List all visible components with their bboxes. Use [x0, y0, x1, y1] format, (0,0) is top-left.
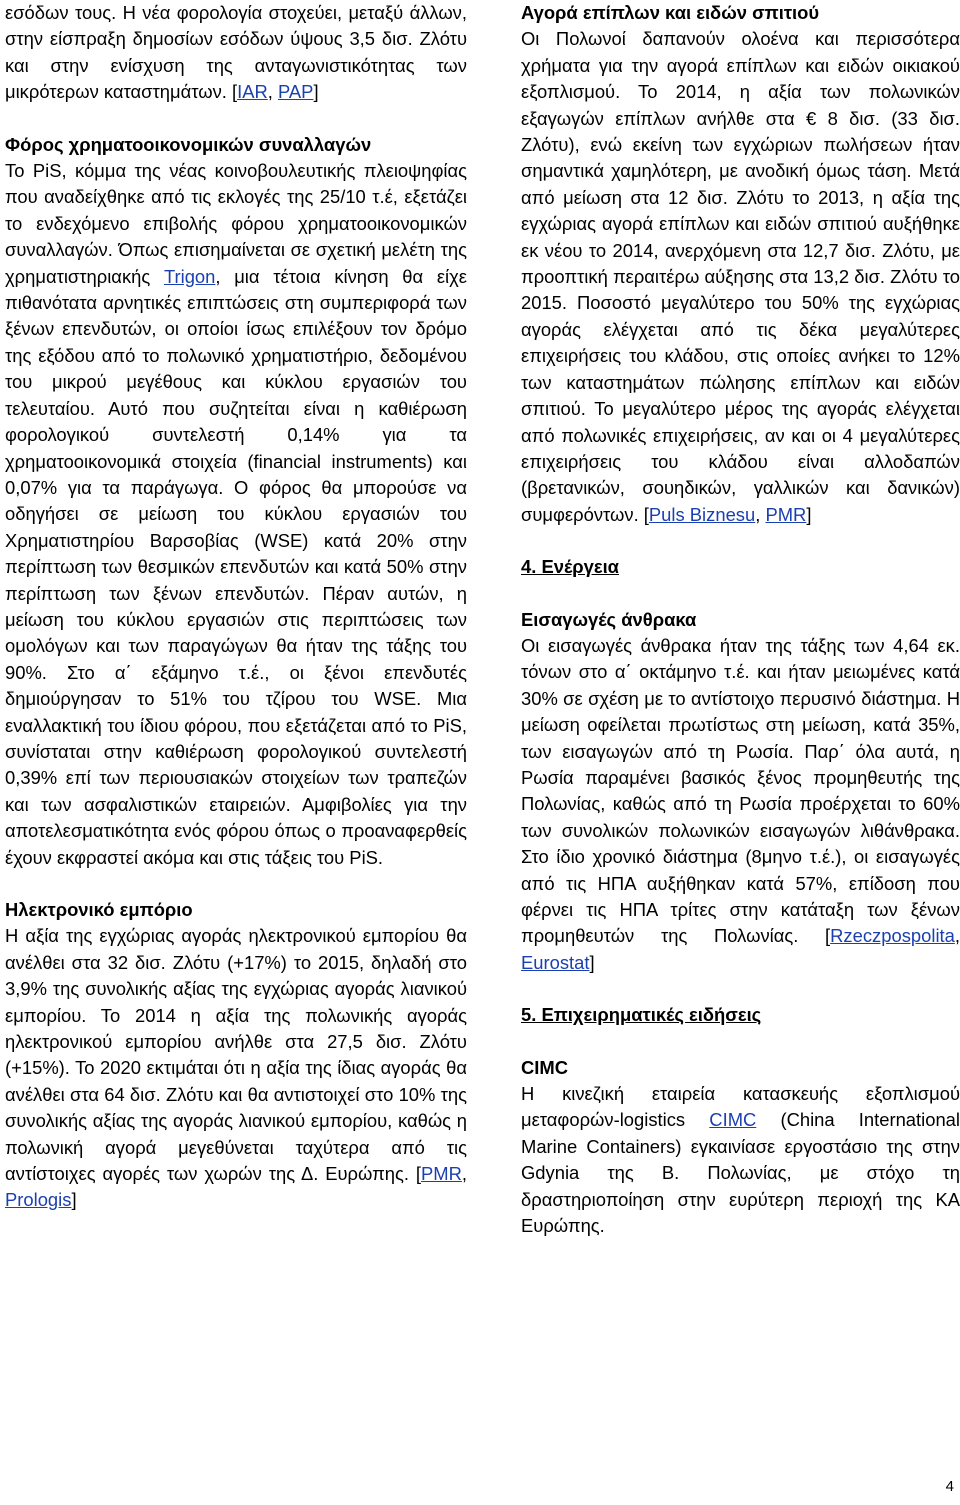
link-pmr-2[interactable]: PMR — [765, 503, 807, 525]
link-trigon[interactable]: Trigon — [163, 265, 216, 287]
paragraph-transaction-tax — [5, 158, 467, 871]
text: ] — [589, 951, 595, 973]
right-column — [521, 0, 960, 1239]
link-puls-biznesu[interactable]: Puls Biznesu — [648, 503, 756, 525]
paragraph-cimc — [521, 1081, 960, 1239]
text: Οι Πολωνοί δαπανούν ολοένα και περισσότερα χρήματα για την αγορά επίπλων και ειδών οικιακού εξοπλισμού. Το 2014, η αξία των πολωνικών εξαγωγών επίπλων ανήλθε στα € 8 δισ. (33 δισ. Ζλότυ), ενώ εκείνη των εγχώριων πωλήσεων ήταν σημαντικά χαμηλότερη, με ανοδική όμως τάση. Μετά από μείωση στα 12 δισ. Ζλότυ το 2013, η αξία της εγχώριας αγορά επίπλων και ειδών σπιτιού αυξήθηκε εκ νέου το 2014, ανερχόμενη στα 12,7 δισ. Ζλότυ, με προοπτική περαιτέρω αύξησης στα 13,2 δισ. Ζλότυ το 2015. Ποσοστό μεγαλύτερο του 50% της εγχώριας αγοράς ελέγχεται από τις δέκα μεγαλύτερες επιχειρήσεις του κλάδου, στις οποίες ανήκει το 12% των καταστημάτων πώλησης επίπλων και ειδών σπιτιού. Το μεγαλύτερο μέρος της αγοράς ελέγχεται από πολωνικές επιχειρήσεις, αν και οι 4 μεγαλύτερες επιχειρήσεις του κλάδου είναι αλλοδαπών (βρετανικών, σουηδικών, γαλλικών και δανικών) συμφερόντων. [ — [521, 28, 960, 525]
link-eurostat[interactable]: Eurostat — [521, 951, 590, 973]
link-prologis[interactable]: Prologis — [5, 1189, 72, 1211]
text: , — [267, 81, 278, 103]
text: εσόδων τους. Η νέα φορολογία στοχεύει, μεταξύ άλλων, στην είσπραξη δημοσίων εσόδων ύψους 3,5 δισ. Ζλότυ και στην ενίσχυση της ανταγωνιστικότητας των μικρότερων καταστημάτων. [ — [5, 2, 467, 103]
heading-ecommerce: Ηλεκτρονικό εμπόριο — [5, 899, 193, 920]
paragraph-coal-imports — [521, 633, 960, 976]
page-number: 4 — [945, 1478, 954, 1495]
link-cimc[interactable]: CIMC — [709, 1109, 757, 1131]
text: Οι εισαγωγές άνθρακα ήταν της τάξης των 4,64 εκ. τόνων στο α΄ οκτάμηνο τ.έ. και ήταν μειωμένες κατά 30% σε σχέση με το αντίστοιχο περυσινό διάστημα. Η μείωση οφείλεται πρωτίστως στη μείωση, κατά 35%, των εισαγωγών από τη Ρωσία. Παρ΄ όλα αυτά, η Ρωσία παραμένει βασικός ξένος προμηθευτής της Πολωνίας, καθώς από τη Ρωσία προέρχεται το 60% των συνολικών πολωνικών εισαγωγών λιθάνθρακα. Στο ίδιο χρονικό διάστημα (8μηνο τ.έ.), οι εισαγωγές από τις ΗΠΑ αυξήθηκαν κατά 57%, επίδοση που φέρνει τις ΗΠΑ τρίτες στην κατάταξη των ξένων προμηθευτών της Πολωνίας. [ — [521, 634, 960, 947]
text: ] — [806, 503, 812, 525]
heading-transaction-tax: Φόρος χρηματοοικονομικών συναλλαγών — [5, 133, 372, 155]
text: (China International Marine Containers) εγκαινίασε εργοστάσιο της στην Gdynia της Β. Πολωνίας, με στόχο τη δραστηριοποίηση στην ευρύτερη περιοχή της ΚΑ Ευρώπης. — [521, 1109, 960, 1237]
link-iar[interactable]: IAR — [237, 81, 268, 103]
text: , — [954, 925, 960, 947]
paragraph-ecommerce — [5, 923, 467, 1213]
heading-cimc: CIMC — [521, 1056, 568, 1078]
text: Η κινεζική εταιρεία κατασκευής εξοπλισμού μεταφορών-logistics — [521, 1083, 960, 1131]
text: Η αξία της εγχώριας αγοράς ηλεκτρονικού εμπορίου θα ανέλθει στα 32 δισ. Ζλότυ (+17%) το 2015, δηλαδή στο 3,9% της συνολικής αξίας της εγχώριας αγοράς λιανικού εμπορίου. Το 2014 η αξία της πολωνικής αγοράς ηλεκτρονικού εμπορίου ανήλθε στα 27,5 δισ. Ζλότυ (+15%). Το 2020 εκτιμάται ότι η αξία της ίδιας αγοράς θα ανέλθει στα 64 δισ. Ζλότυ και θα αντιστοιχεί στο 10% της συνολικής αξίας της αγοράς λιανικού εμπορίου, καθώς η πολωνική αγορά μεγεθύνεται ταχύτερα από τις αντίστοιχες αγορές των χωρών της Δ. Ευρώπης. [ — [5, 925, 467, 1185]
text: , μια τέτοια κίνηση θα είχε πιθανότατα αρνητικές επιπτώσεις στη συμπεριφορά των ξένων επενδυτών, οι οποίοι ίσως επιλέξουν τον δρόμο της εξόδου από το πολωνικό χρηματιστήριο, δεδομένου του μικρού μεγέθους και κύκλου εργασιών του τελευταίου. Αυτό που συζητείται είναι η καθιέρωση φορολογικού συντελεστή 0,14% για τα χρηματοοικονομικά στοιχεία (financial instruments) και 0,07% για τα παράγωγα. Ο φόρος θα μπορούσε να οδηγήσει σε μείωση του κύκλου εργασιών του Χρηματιστηρίου Βαρσοβίας (WSE) κατά 20% στην περίπτωση των θεσμικών επενδυτών και κατά 50% στην περίπτωση των ξένων επενδυτών. Πέραν αυτών, η μείωση του κύκλου εργασιών στις περιπτώσεις των ομολόγων και των παραγώγων θα ήταν της τάξης του 90%. Στο α΄ εξάμηνο τ.έ., οι ξένοι επενδυτές δημιούργησαν το 51% του τζίρου του WSE. Μια εναλλακτική του ίδιου φόρου, που εξετάζεται από το PiS, συνίσταται στην καθιέρωση φορολογικού συντελεστή 0,39% επί των περιουσιακών στοιχείων των τραπεζών και των ασφαλιστικών εταιρειών. Αμφιβολίες για την αποτελεσματικότητα ενός φόρου όπως ο προαναφερθείς έχουν εκφραστεί ακόμα και στις τάξεις του PiS. — [5, 265, 467, 868]
link-rzeczpospolita[interactable]: Rzeczpospolita — [830, 925, 955, 947]
text: ] — [313, 81, 319, 103]
text: , — [461, 1163, 467, 1185]
link-pap[interactable]: PAP — [278, 81, 314, 103]
left-column — [5, 0, 467, 1214]
heading-coal-imports: Εισαγωγές άνθρακα — [521, 608, 697, 630]
section-heading-business-news: 5. Επιχειρηματικές ειδήσεις — [521, 1004, 762, 1026]
link-pmr[interactable]: PMR — [421, 1163, 462, 1185]
section-heading-energy: 4. Ενέργεια — [521, 556, 619, 578]
text: ] — [71, 1189, 77, 1211]
text: Το PiS, κόμμα της νέας κοινοβουλευτικής πλειοψηφίας που αναδείχθηκε από τις εκλογές της 25/10 τ.έ, εξετάζει το ενδεχόμενο επιβολής φόρου χρηματοοικονομικών συναλλαγών. Όπως επισημαίνεται σε σχετική μελέτη της χρηματιστηριακής — [5, 160, 467, 287]
paragraph-furniture — [521, 26, 960, 528]
heading-furniture: Αγορά επίπλων και ειδών σπιτιού — [521, 2, 820, 23]
text: , — [755, 503, 766, 525]
paragraph-retail-tax — [5, 0, 467, 106]
